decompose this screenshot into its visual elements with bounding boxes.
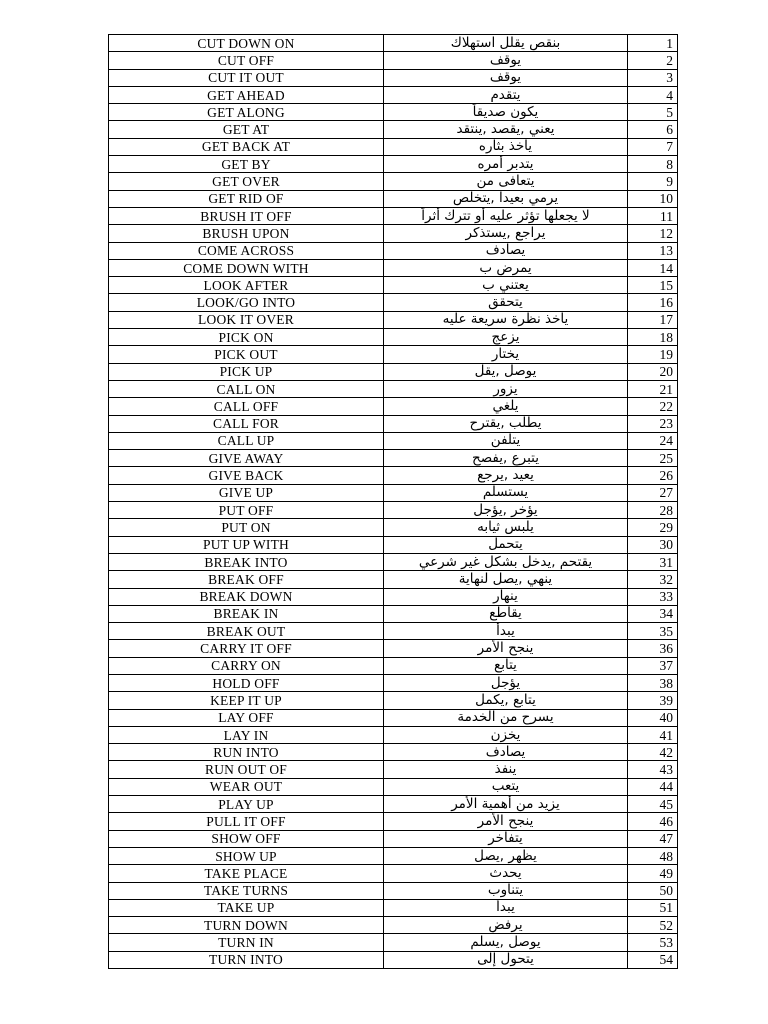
row-number-cell: 7 — [628, 138, 678, 155]
table-row — [109, 52, 678, 69]
phrasal-verb-cell: LAY OFF — [109, 709, 384, 726]
arabic-meaning-cell: يوصل ,يقل — [384, 363, 628, 380]
row-number-cell: 23 — [628, 415, 678, 432]
arabic-meaning-cell: يتقدم — [384, 86, 628, 103]
row-number-cell: 53 — [628, 934, 678, 951]
table-row — [109, 934, 678, 951]
table-row — [109, 519, 678, 536]
arabic-meaning-cell: يتحقق — [384, 294, 628, 311]
table-row — [109, 796, 678, 813]
table-row — [109, 657, 678, 674]
row-number-cell: 10 — [628, 190, 678, 207]
table-row — [109, 709, 678, 726]
phrasal-verb-cell: PICK UP — [109, 363, 384, 380]
arabic-meaning-cell: يصادف — [384, 242, 628, 259]
phrasal-verb-cell: CALL OFF — [109, 398, 384, 415]
arabic-meaning-cell: يتدبر أمره — [384, 156, 628, 173]
table-row — [109, 536, 678, 553]
phrasal-verb-cell: TURN INTO — [109, 951, 384, 968]
arabic-meaning-cell: ينجح الأمر — [384, 640, 628, 657]
table-row — [109, 467, 678, 484]
phrasal-verb-cell: CALL FOR — [109, 415, 384, 432]
row-number-cell: 54 — [628, 951, 678, 968]
arabic-meaning-cell: يزيد من أهمية الأمر — [384, 796, 628, 813]
phrasal-verb-cell: BREAK OUT — [109, 623, 384, 640]
phrasal-verb-cell: TAKE UP — [109, 899, 384, 916]
phrasal-verb-cell: SHOW OFF — [109, 830, 384, 847]
row-number-cell: 34 — [628, 605, 678, 622]
arabic-meaning-cell: يظهر ,يصل — [384, 847, 628, 864]
phrasal-verb-cell: CARRY ON — [109, 657, 384, 674]
row-number-cell: 32 — [628, 571, 678, 588]
arabic-meaning-cell: يتحول إلى — [384, 951, 628, 968]
phrasal-verb-cell: TAKE PLACE — [109, 865, 384, 882]
row-number-cell: 6 — [628, 121, 678, 138]
arabic-meaning-cell: يراجع ,يستذكر — [384, 225, 628, 242]
phrasal-verb-cell: GIVE UP — [109, 484, 384, 501]
row-number-cell: 2 — [628, 52, 678, 69]
table-row — [109, 277, 678, 294]
row-number-cell: 26 — [628, 467, 678, 484]
phrasal-verbs-table — [108, 34, 678, 969]
table-row — [109, 69, 678, 86]
arabic-meaning-cell: يوقف — [384, 52, 628, 69]
phrasal-verb-cell: TURN DOWN — [109, 917, 384, 934]
row-number-cell: 31 — [628, 553, 678, 570]
phrasal-verb-cell: PUT UP WITH — [109, 536, 384, 553]
arabic-meaning-cell: بنقص يقلل استهلاك — [384, 35, 628, 52]
phrasal-verb-cell: RUN INTO — [109, 744, 384, 761]
phrasal-verb-cell: CUT DOWN ON — [109, 35, 384, 52]
row-number-cell: 35 — [628, 623, 678, 640]
table-row — [109, 363, 678, 380]
arabic-meaning-cell: يعتني ب — [384, 277, 628, 294]
row-number-cell: 41 — [628, 726, 678, 743]
table-row — [109, 640, 678, 657]
table-row — [109, 415, 678, 432]
table-row — [109, 432, 678, 449]
table-row — [109, 346, 678, 363]
table-row — [109, 778, 678, 795]
phrasal-verb-cell: PLAY UP — [109, 796, 384, 813]
arabic-meaning-cell: يوقف — [384, 69, 628, 86]
row-number-cell: 24 — [628, 432, 678, 449]
row-number-cell: 29 — [628, 519, 678, 536]
phrasal-verb-cell: KEEP IT UP — [109, 692, 384, 709]
arabic-meaning-cell: يلغي — [384, 398, 628, 415]
arabic-meaning-cell: يرمي بعيداً ,يتخلص — [384, 190, 628, 207]
phrasal-verb-cell: HOLD OFF — [109, 674, 384, 691]
row-number-cell: 15 — [628, 277, 678, 294]
row-number-cell: 45 — [628, 796, 678, 813]
arabic-meaning-cell: يخزن — [384, 726, 628, 743]
arabic-meaning-cell: يختار — [384, 346, 628, 363]
table-row — [109, 899, 678, 916]
phrasal-verb-cell: GIVE BACK — [109, 467, 384, 484]
phrasal-verb-cell: WEAR OUT — [109, 778, 384, 795]
phrasal-verb-cell: LAY IN — [109, 726, 384, 743]
table-row — [109, 207, 678, 224]
row-number-cell: 19 — [628, 346, 678, 363]
phrasal-verb-cell: PUT ON — [109, 519, 384, 536]
arabic-meaning-cell: يعيد ,يرجع — [384, 467, 628, 484]
row-number-cell: 42 — [628, 744, 678, 761]
arabic-meaning-cell: ينجح الأمر — [384, 813, 628, 830]
row-number-cell: 16 — [628, 294, 678, 311]
phrasal-verb-cell: COME ACROSS — [109, 242, 384, 259]
table-row — [109, 242, 678, 259]
arabic-meaning-cell: يسرح من الخدمة — [384, 709, 628, 726]
row-number-cell: 25 — [628, 450, 678, 467]
arabic-meaning-cell: يتناوب — [384, 882, 628, 899]
row-number-cell: 44 — [628, 778, 678, 795]
row-number-cell: 38 — [628, 674, 678, 691]
table-row — [109, 398, 678, 415]
table-row — [109, 173, 678, 190]
phrasal-verb-cell: GET AT — [109, 121, 384, 138]
phrasal-verb-cell: BRUSH IT OFF — [109, 207, 384, 224]
arabic-meaning-cell: يتابع — [384, 657, 628, 674]
table-row — [109, 329, 678, 346]
table-row — [109, 450, 678, 467]
arabic-meaning-cell: ينهار — [384, 588, 628, 605]
phrasal-verb-cell: PICK OUT — [109, 346, 384, 363]
table-row — [109, 121, 678, 138]
phrasal-verb-cell: GET AHEAD — [109, 86, 384, 103]
arabic-meaning-cell: يستسلم — [384, 484, 628, 501]
phrasal-verb-cell: GET BY — [109, 156, 384, 173]
row-number-cell: 20 — [628, 363, 678, 380]
arabic-meaning-cell: يمرض ب — [384, 259, 628, 276]
table-row — [109, 484, 678, 501]
row-number-cell: 50 — [628, 882, 678, 899]
arabic-meaning-cell: يتفاخر — [384, 830, 628, 847]
phrasal-verb-cell: PUT OFF — [109, 502, 384, 519]
arabic-meaning-cell: يؤجل — [384, 674, 628, 691]
phrasal-verb-cell: TURN IN — [109, 934, 384, 951]
arabic-meaning-cell: يعني ,يقصد ,ينتقد — [384, 121, 628, 138]
row-number-cell: 17 — [628, 311, 678, 328]
table-row — [109, 917, 678, 934]
table-row — [109, 311, 678, 328]
arabic-meaning-cell: يقتحم ,يدخل بشكل غير شرعي — [384, 553, 628, 570]
arabic-meaning-cell: يحدث — [384, 865, 628, 882]
row-number-cell: 51 — [628, 899, 678, 916]
arabic-meaning-cell: ينفذ — [384, 761, 628, 778]
arabic-meaning-cell: يرفض — [384, 917, 628, 934]
arabic-meaning-cell: يقاطع — [384, 605, 628, 622]
table-row — [109, 761, 678, 778]
table-row — [109, 588, 678, 605]
row-number-cell: 21 — [628, 380, 678, 397]
row-number-cell: 30 — [628, 536, 678, 553]
table-row — [109, 553, 678, 570]
row-number-cell: 1 — [628, 35, 678, 52]
arabic-meaning-cell: يأخذ بثأره — [384, 138, 628, 155]
phrasal-verb-cell: GET OVER — [109, 173, 384, 190]
phrasal-verb-cell: CUT IT OUT — [109, 69, 384, 86]
table-row — [109, 623, 678, 640]
arabic-meaning-cell: يؤخر ,يؤجل — [384, 502, 628, 519]
row-number-cell: 5 — [628, 104, 678, 121]
table-row — [109, 951, 678, 968]
phrasal-verb-cell: GET BACK AT — [109, 138, 384, 155]
table-row — [109, 882, 678, 899]
table-row — [109, 674, 678, 691]
phrasal-verb-cell: LOOK IT OVER — [109, 311, 384, 328]
row-number-cell: 18 — [628, 329, 678, 346]
arabic-meaning-cell: يتحمل — [384, 536, 628, 553]
row-number-cell: 37 — [628, 657, 678, 674]
row-number-cell: 12 — [628, 225, 678, 242]
row-number-cell: 13 — [628, 242, 678, 259]
table-row — [109, 830, 678, 847]
row-number-cell: 47 — [628, 830, 678, 847]
table-row — [109, 847, 678, 864]
row-number-cell: 4 — [628, 86, 678, 103]
table-row — [109, 259, 678, 276]
table-row — [109, 86, 678, 103]
row-number-cell: 14 — [628, 259, 678, 276]
table-row — [109, 156, 678, 173]
row-number-cell: 28 — [628, 502, 678, 519]
phrasal-verb-cell: TAKE TURNS — [109, 882, 384, 899]
table-row — [109, 692, 678, 709]
row-number-cell: 9 — [628, 173, 678, 190]
arabic-meaning-cell: يتابع ,يكمل — [384, 692, 628, 709]
row-number-cell: 46 — [628, 813, 678, 830]
table-row — [109, 225, 678, 242]
arabic-meaning-cell: يتبرع ,يفصح — [384, 450, 628, 467]
row-number-cell: 11 — [628, 207, 678, 224]
row-number-cell: 48 — [628, 847, 678, 864]
arabic-meaning-cell: يأخذ نظرة سريعة عليه — [384, 311, 628, 328]
table-row — [109, 571, 678, 588]
phrasal-verb-cell: COME DOWN WITH — [109, 259, 384, 276]
phrasal-verb-cell: GIVE AWAY — [109, 450, 384, 467]
row-number-cell: 36 — [628, 640, 678, 657]
phrasal-verb-cell: GET RID OF — [109, 190, 384, 207]
phrasal-verb-cell: CUT OFF — [109, 52, 384, 69]
phrasal-verb-cell: LOOK/GO INTO — [109, 294, 384, 311]
arabic-meaning-cell: يتعب — [384, 778, 628, 795]
table-row — [109, 502, 678, 519]
row-number-cell: 40 — [628, 709, 678, 726]
arabic-meaning-cell: يكون صديقاً — [384, 104, 628, 121]
row-number-cell: 33 — [628, 588, 678, 605]
table-row — [109, 104, 678, 121]
phrasal-verb-cell: BREAK IN — [109, 605, 384, 622]
row-number-cell: 43 — [628, 761, 678, 778]
table-row — [109, 138, 678, 155]
arabic-meaning-cell: يصادف — [384, 744, 628, 761]
table-row — [109, 726, 678, 743]
arabic-meaning-cell: يوصل ,يسلم — [384, 934, 628, 951]
table-row — [109, 744, 678, 761]
phrasal-verb-cell: BREAK INTO — [109, 553, 384, 570]
arabic-meaning-cell: يزور — [384, 380, 628, 397]
arabic-meaning-cell: ينهي ,يصل لنهاية — [384, 571, 628, 588]
arabic-meaning-cell: يطلب ,يقترح — [384, 415, 628, 432]
phrasal-verb-cell: CALL UP — [109, 432, 384, 449]
phrasal-verb-cell: BRUSH UPON — [109, 225, 384, 242]
table-body — [109, 35, 678, 969]
row-number-cell: 52 — [628, 917, 678, 934]
row-number-cell: 27 — [628, 484, 678, 501]
row-number-cell: 3 — [628, 69, 678, 86]
table-row — [109, 605, 678, 622]
phrasal-verb-cell: CALL ON — [109, 380, 384, 397]
arabic-meaning-cell: لا يجعلها تؤثر عليه أو تترك أثراً — [384, 207, 628, 224]
table-row — [109, 813, 678, 830]
table-row — [109, 865, 678, 882]
arabic-meaning-cell: يبدأ — [384, 899, 628, 916]
phrasal-verb-cell: RUN OUT OF — [109, 761, 384, 778]
arabic-meaning-cell: يبدأ — [384, 623, 628, 640]
arabic-meaning-cell: يتعافى من — [384, 173, 628, 190]
table-row — [109, 294, 678, 311]
table-row — [109, 380, 678, 397]
phrasal-verb-cell: BREAK OFF — [109, 571, 384, 588]
phrasal-verb-cell: LOOK AFTER — [109, 277, 384, 294]
phrasal-verb-cell: PULL IT OFF — [109, 813, 384, 830]
phrasal-verb-cell: BREAK DOWN — [109, 588, 384, 605]
phrasal-verb-cell: CARRY IT OFF — [109, 640, 384, 657]
arabic-meaning-cell: يتلفن — [384, 432, 628, 449]
row-number-cell: 22 — [628, 398, 678, 415]
table-row — [109, 190, 678, 207]
table-row — [109, 35, 678, 52]
phrasal-verb-cell: PICK ON — [109, 329, 384, 346]
arabic-meaning-cell: يزعج — [384, 329, 628, 346]
row-number-cell: 49 — [628, 865, 678, 882]
phrasal-verb-cell: SHOW UP — [109, 847, 384, 864]
row-number-cell: 39 — [628, 692, 678, 709]
arabic-meaning-cell: يلبس ثيابه — [384, 519, 628, 536]
phrasal-verb-cell: GET ALONG — [109, 104, 384, 121]
row-number-cell: 8 — [628, 156, 678, 173]
